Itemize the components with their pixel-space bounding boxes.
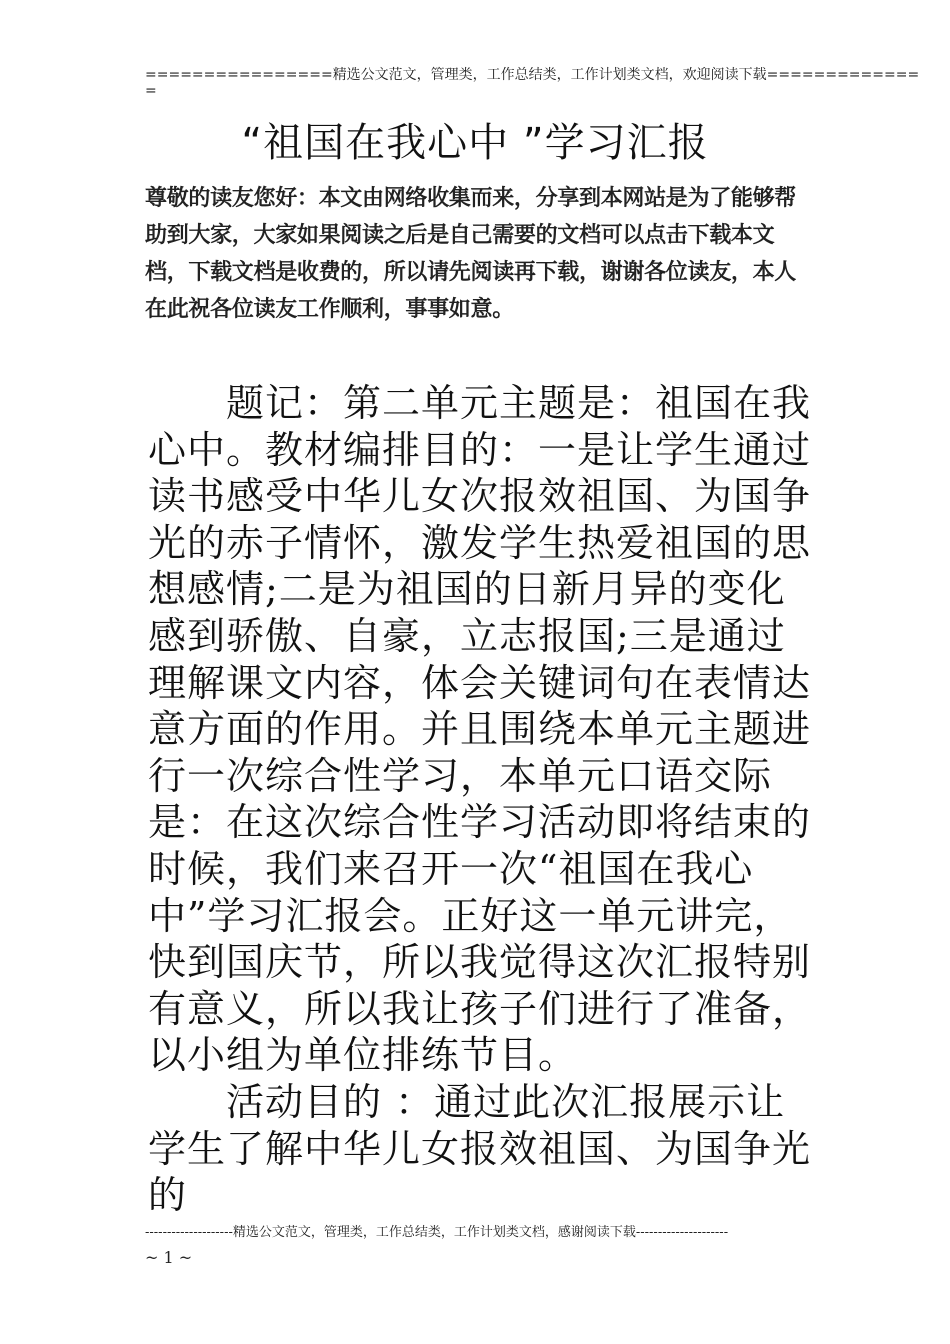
document-title: “祖国在我心中 ”学习汇报 bbox=[241, 120, 709, 166]
reader-notice: 尊敬的读友您好：本文由网络收集而来，分享到本网站是为了能够帮助到大家，大家如果阅读之后是自己需要的文档可以点击下载本文档，下载文档是收费的，所以请先阅读再下载，谢谢各位读友，本人在此祝各位读友工作顺利，事事如意。 bbox=[145, 186, 797, 322]
page-header: ================精选公文范文，管理类，工作总结类，工作计划类文档，欢迎阅读下载============= bbox=[145, 67, 920, 83]
document-body bbox=[148, 380, 818, 1219]
body-paragraph-purpose: 活动目的 ：通过此次汇报展示让学生了解中华儿女报效祖国、为国争光的 bbox=[148, 1079, 812, 1218]
page-header-continuation: = bbox=[145, 83, 157, 99]
body-paragraph-intro: 题记：第二单元主题是：祖国在我心中。教材编排目的：一是让学生通过读书感受中华儿女次报效祖国、为国争光的赤子情怀，激发学生热爱祖国的思想感情;二是为祖国的日新月异的变化感到骄傲、自豪，立志报国;三是通过理解课文内容，体会关键词句在表情达意方面的作用。并且围绕本单元主题进行一次综合性学习，本单元口语交际是：在这次综合性学习活动即将结束的时候，我们来召开一次“祖国在我心中”学习汇报会。正好这一单元讲完，快到国庆节，所以我觉得这次汇报特别有意义，所以我让孩子们进行了准备，以小组为单位排练节目。 bbox=[148, 381, 812, 1078]
page-number: ~ 1 ~ bbox=[145, 1248, 193, 1267]
page-footer: --------------------精选公文范文，管理类，工作总结类，工作计划类文档，感谢阅读下载--------------------- bbox=[145, 1225, 729, 1240]
